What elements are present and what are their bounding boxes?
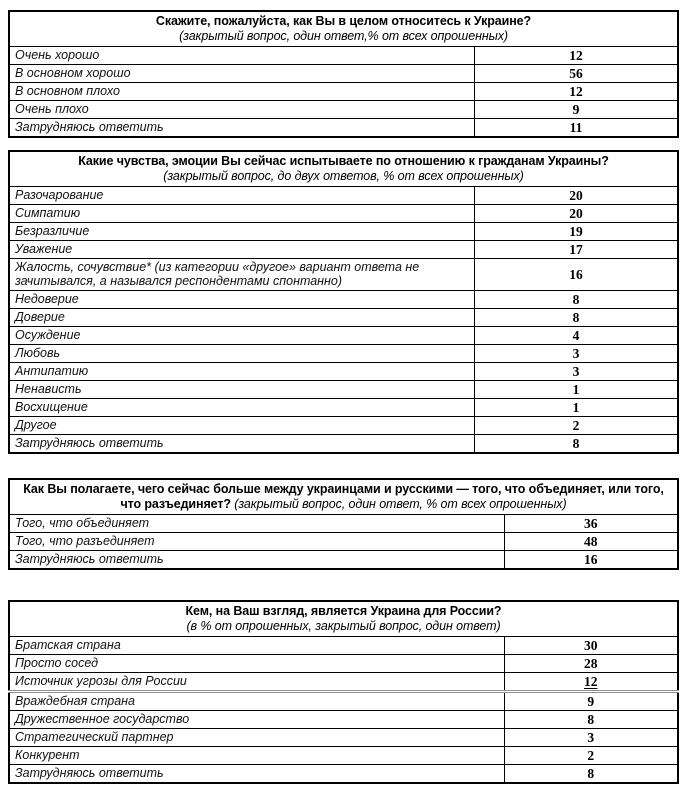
survey-table: [8, 150, 679, 454]
answer-row: [9, 515, 678, 533]
answer-value: 9: [504, 692, 678, 711]
question-header-row: [9, 601, 678, 637]
answer-value: 8: [475, 435, 678, 454]
answer-row: [9, 119, 678, 138]
answer-row: [9, 655, 678, 673]
question-header-row: [9, 11, 678, 47]
answer-value: 3: [475, 363, 678, 381]
answer-row: [9, 205, 678, 223]
answer-row: [9, 291, 678, 309]
answer-value: 3: [504, 729, 678, 747]
answer-label: Затрудняюсь ответить: [9, 551, 504, 570]
answer-value: 16: [475, 259, 678, 291]
answer-label: Стратегический партнер: [9, 729, 504, 747]
answer-label: Затрудняюсь ответить: [9, 435, 475, 454]
survey-table: [8, 478, 679, 570]
answer-value: 8: [475, 309, 678, 327]
answer-label: Того, что объединяет: [9, 515, 504, 533]
answer-row: [9, 551, 678, 570]
question-subtitle: (закрытый вопрос, один ответ,% от всех опрошенных): [179, 28, 508, 43]
answer-row: [9, 83, 678, 101]
answer-label: Жалость, сочувствие* (из категории «другое» вариант ответа не зачитывался, а назывался респондентами спонтанно): [9, 259, 475, 291]
answer-row: [9, 223, 678, 241]
answer-row: [9, 692, 678, 711]
answer-value: 20: [475, 187, 678, 205]
answer-label: Враждебная страна: [9, 692, 504, 711]
answer-row: [9, 241, 678, 259]
answer-row: [9, 637, 678, 655]
answer-row: [9, 435, 678, 454]
answer-value: 17: [475, 241, 678, 259]
answer-label: Братская страна: [9, 637, 504, 655]
answer-label: Симпатию: [9, 205, 475, 223]
answer-row: [9, 399, 678, 417]
answer-value: 1: [475, 399, 678, 417]
answer-value: 48: [504, 533, 678, 551]
question-header-row: [9, 479, 678, 515]
survey-tables-container: [8, 10, 681, 784]
answer-value: 8: [504, 711, 678, 729]
question-header: [9, 11, 678, 47]
answer-label: В основном плохо: [9, 83, 475, 101]
answer-label: Дружественное государство: [9, 711, 504, 729]
answer-label: Восхищение: [9, 399, 475, 417]
question-title: Скажите, пожалуйста, как Вы в целом относитесь к Украине?: [155, 14, 532, 28]
answer-row: [9, 363, 678, 381]
answer-value: 11: [475, 119, 678, 138]
answer-label: Недоверие: [9, 291, 475, 309]
answer-row: [9, 765, 678, 784]
question-title: Как Вы полагаете, чего сейчас больше между украинцами и русскими — того, что объединяет, или того, что разъединяет?: [23, 482, 664, 511]
answer-label: Осуждение: [9, 327, 475, 345]
answer-label: Безразличие: [9, 223, 475, 241]
answer-label: Конкурент: [9, 747, 504, 765]
answer-value: 56: [475, 65, 678, 83]
answer-label: Уважение: [9, 241, 475, 259]
answer-value: 20: [475, 205, 678, 223]
answer-row: [9, 673, 678, 692]
question-header: [9, 151, 678, 187]
answer-label: Антипатию: [9, 363, 475, 381]
answer-value: 12: [475, 83, 678, 101]
answer-row: [9, 47, 678, 65]
answer-label: Доверие: [9, 309, 475, 327]
answer-value: 1: [475, 381, 678, 399]
answer-row: [9, 309, 678, 327]
answer-row: [9, 259, 678, 291]
answer-row: [9, 533, 678, 551]
answer-row: [9, 711, 678, 729]
answer-value: 8: [504, 765, 678, 784]
question-subtitle: (закрытый вопрос, до двух ответов, % от всех опрошенных): [163, 168, 524, 183]
answer-value: 36: [504, 515, 678, 533]
answer-value: 2: [475, 417, 678, 435]
survey-table: [8, 600, 679, 784]
answer-label: Источник угрозы для России: [9, 673, 504, 692]
answer-label: Ненависть: [9, 381, 475, 399]
answer-row: [9, 345, 678, 363]
answer-value: 3: [475, 345, 678, 363]
answer-label: Другое: [9, 417, 475, 435]
answer-row: [9, 747, 678, 765]
answer-value: 12: [504, 673, 678, 692]
question-header-row: [9, 151, 678, 187]
answer-value: 9: [475, 101, 678, 119]
answer-label: Очень плохо: [9, 101, 475, 119]
question-header: [9, 479, 678, 515]
answer-label: Разочарование: [9, 187, 475, 205]
answer-value: 16: [504, 551, 678, 570]
answer-value: 2: [504, 747, 678, 765]
answer-value: 19: [475, 223, 678, 241]
answer-row: [9, 381, 678, 399]
answer-value: 8: [475, 291, 678, 309]
answer-value: 12: [475, 47, 678, 65]
answer-value: 30: [504, 637, 678, 655]
answer-value: 4: [475, 327, 678, 345]
answer-row: [9, 101, 678, 119]
answer-label: Просто сосед: [9, 655, 504, 673]
answer-label: Затрудняюсь ответить: [9, 119, 475, 138]
question-subtitle: (закрытый вопрос, один ответ, % от всех опрошенных): [234, 496, 567, 511]
question-title: Какие чувства, эмоции Вы сейчас испытываете по отношению к гражданам Украины?: [78, 154, 609, 168]
answer-row: [9, 65, 678, 83]
question-header: [9, 601, 678, 637]
question-title: Кем, на Ваш взгляд, является Украина для России?: [185, 604, 502, 618]
answer-row: [9, 187, 678, 205]
answer-label: Затрудняюсь ответить: [9, 765, 504, 784]
answer-label: Любовь: [9, 345, 475, 363]
answer-row: [9, 417, 678, 435]
question-subtitle: (в % от опрошенных, закрытый вопрос, один ответ): [186, 618, 501, 633]
answer-label: Того, что разъединяет: [9, 533, 504, 551]
answer-label: В основном хорошо: [9, 65, 475, 83]
answer-row: [9, 327, 678, 345]
answer-label: Очень хорошо: [9, 47, 475, 65]
survey-table: [8, 10, 679, 138]
answer-value: 28: [504, 655, 678, 673]
answer-row: [9, 729, 678, 747]
